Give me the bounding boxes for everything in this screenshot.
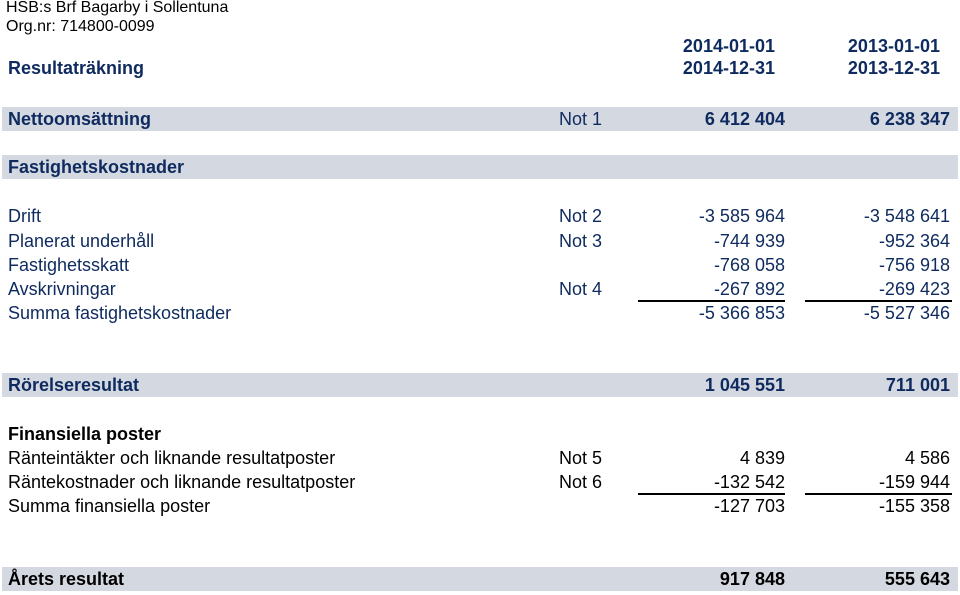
row-note: Not 2 — [559, 206, 603, 226]
row-value-2013: -3 548 641 — [863, 206, 950, 226]
row-value-2013: -5 527 346 — [863, 303, 950, 323]
org-number: Org.nr: 714800-0099 — [6, 18, 155, 35]
statement-title: Resultaträkning — [8, 58, 145, 78]
row-value-2013: 555 643 — [884, 569, 950, 589]
row-value-2013: -159 944 — [878, 472, 950, 492]
row-avskrivningar — [8, 277, 952, 301]
row-summa-fastighetskostnader — [8, 301, 952, 325]
row-fastighetsskatt — [8, 253, 952, 277]
row-value-2014: -267 892 — [713, 279, 785, 299]
row-value-2014: 6 412 404 — [704, 109, 785, 129]
row-value-2013: -269 423 — [878, 279, 950, 299]
row-label: Fastighetsskatt — [8, 255, 130, 275]
row-rantekostnader — [8, 470, 952, 494]
row-value-2013: -952 364 — [878, 231, 950, 251]
org-name: HSB:s Brf Bagarby i Sollentuna — [6, 0, 229, 16]
row-note: Not 5 — [559, 448, 603, 468]
row-label: Rörelseresultat — [8, 375, 140, 395]
row-value-2014: 917 848 — [719, 569, 785, 589]
row-note: Not 3 — [559, 231, 603, 251]
row-label: Avskrivningar — [8, 279, 116, 299]
row-value-2014: -127 703 — [713, 496, 785, 516]
row-label: Drift — [8, 206, 41, 226]
row-drift — [8, 204, 952, 228]
row-value-2014: -744 939 — [713, 231, 785, 251]
period1-start: 2014-01-01 — [682, 36, 775, 56]
row-planerat-underhall — [8, 229, 952, 253]
row-value-2013: 4 586 — [904, 448, 950, 468]
row-value-2014: -3 585 964 — [698, 206, 785, 226]
row-note: Not 1 — [559, 109, 603, 129]
section-heading: Finansiella poster — [8, 424, 162, 444]
row-value-2014: 4 839 — [739, 448, 785, 468]
row-label: Årets resultat — [8, 569, 125, 589]
row-rorelseresultat — [8, 373, 952, 397]
row-nettoomsattning — [8, 107, 952, 131]
row-value-2014: -5 366 853 — [698, 303, 785, 323]
row-label: Räntekostnader och liknande resultatposter — [8, 472, 356, 492]
row-label: Ränteintäkter och liknande resultatposter — [8, 448, 336, 468]
section-heading: Fastighetskostnader — [8, 157, 185, 177]
row-value-2013: 711 001 — [885, 375, 950, 395]
period2-end: 2013-12-31 — [847, 58, 940, 78]
row-label: Summa fastighetskostnader — [8, 303, 232, 323]
row-value-2014: -132 542 — [713, 472, 785, 492]
row-value-2013: -756 918 — [878, 255, 950, 275]
row-value-2014: 1 045 551 — [704, 375, 785, 395]
period1-end: 2014-12-31 — [682, 58, 775, 78]
row-label: Summa finansiella poster — [8, 496, 211, 516]
row-label: Nettoomsättning — [8, 109, 151, 129]
row-fastighetskostnader-heading — [8, 155, 952, 179]
period2-start: 2013-01-01 — [847, 36, 940, 56]
row-value-2013: -155 358 — [878, 496, 950, 516]
row-note: Not 6 — [559, 472, 603, 492]
row-summa-finansiella — [8, 494, 952, 518]
row-finansiella-heading — [8, 422, 952, 446]
row-value-2013: 6 238 347 — [869, 109, 950, 129]
row-note: Not 4 — [559, 279, 603, 299]
row-value-2014: -768 058 — [713, 255, 785, 275]
row-arets-resultat — [8, 567, 952, 591]
row-ranteintakter — [8, 446, 952, 470]
row-label: Planerat underhåll — [8, 231, 155, 251]
